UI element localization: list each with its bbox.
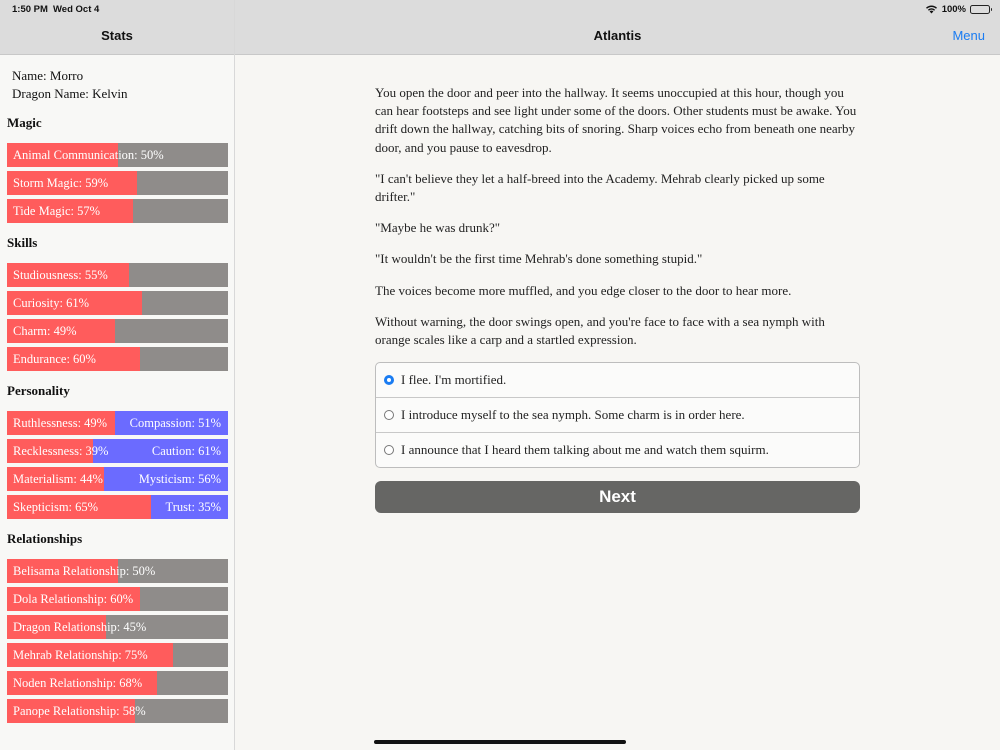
opposed-stat-bar: Ruthlessness: 49% Compassion: 51% <box>7 411 228 435</box>
story-paragraph: "I can't believe they let a half-breed into the Academy. Mehrab clearly picked up some drifter." <box>375 170 825 205</box>
stat-bar: Curiosity: 61% <box>7 291 228 315</box>
menu-button[interactable]: Menu <box>952 28 985 43</box>
opposed-stat-bar: Skepticism: 65% Trust: 35% <box>7 495 228 519</box>
stat-bar: Mehrab Relationship: 75% <box>7 643 228 667</box>
character-name: Name: Morro <box>12 68 84 83</box>
section-title-relationships: Relationships <box>7 531 83 546</box>
choice-label: I announce that I heard them talking about me and watch them squirm. <box>401 442 769 458</box>
status-bar <box>0 0 1000 18</box>
home-indicator[interactable] <box>374 740 626 744</box>
story-paragraph: You open the door and peer into the hallway. It seems unoccupied at this hour, though you can hear footsteps and see light under some of the doors. Other students must be awake. You drift down the hallway, catching bits of snoring. Sharp voices echo from beneath one nearby door, and you pause to eavesdrop. <box>375 85 857 155</box>
stat-bar: Animal Communication: 50% <box>7 143 228 167</box>
stat-bar: Studiousness: 55% <box>7 263 228 287</box>
section-title-skills: Skills <box>7 235 38 250</box>
opposed-stat-bar: Materialism: 44% Mysticism: 56% <box>7 467 228 491</box>
status-right <box>925 4 990 15</box>
stat-bar: Panope Relationship: 58% <box>7 699 228 723</box>
battery-percent: 100% <box>941 3 966 15</box>
choice-label: I introduce myself to the sea nymph. Some charm is in order here. <box>401 407 745 423</box>
choice-label: I flee. I'm mortified. <box>401 372 507 388</box>
stat-bar: Dragon Relationship: 45% <box>7 615 228 639</box>
choice-option[interactable] <box>376 398 859 433</box>
stat-bar: Charm: 49% <box>7 319 228 343</box>
stat-bar: Dola Relationship: 60% <box>7 587 228 611</box>
status-date: Wed Oct 4 <box>53 3 100 15</box>
stat-bar: Storm Magic: 59% <box>7 171 228 195</box>
story-paragraph: "It wouldn't be the first time Mehrab's done something stupid." <box>375 251 703 267</box>
choice-option[interactable] <box>376 433 859 467</box>
choice-list <box>375 362 860 468</box>
section-title-personality: Personality <box>7 383 70 398</box>
radio-icon[interactable] <box>384 410 394 420</box>
wifi-icon <box>925 4 938 14</box>
page-title: Atlantis <box>593 28 642 43</box>
story-content <box>375 84 860 513</box>
stats-sidebar <box>0 0 235 750</box>
story-paragraph: "Maybe he was drunk?" <box>375 220 501 236</box>
section-title-magic: Magic <box>7 115 42 130</box>
next-button[interactable]: Next <box>375 481 860 513</box>
story-paragraph: The voices become more muffled, and you edge closer to the door to hear more. <box>375 282 792 298</box>
opposed-stat-bar: Recklessness: 39% Caution: 61% <box>7 439 228 463</box>
battery-icon <box>970 5 990 14</box>
stat-bar: Noden Relationship: 68% <box>7 671 228 695</box>
story-paragraph: Without warning, the door swings open, and you're face to face with a sea nymph with orange scales like a carp and a startled expression. <box>375 313 825 348</box>
stat-bar: Tide Magic: 57% <box>7 199 228 223</box>
stat-bar: Endurance: 60% <box>7 347 228 371</box>
radio-selected-icon[interactable] <box>384 375 394 385</box>
radio-icon[interactable] <box>384 445 394 455</box>
status-time: 1:50 PM <box>12 3 48 15</box>
choice-option[interactable] <box>376 363 859 398</box>
stat-bar: Belisama Relationship: 50% <box>7 559 228 583</box>
sidebar-title: Stats <box>0 0 234 55</box>
dragon-name: Dragon Name: Kelvin <box>12 86 128 101</box>
